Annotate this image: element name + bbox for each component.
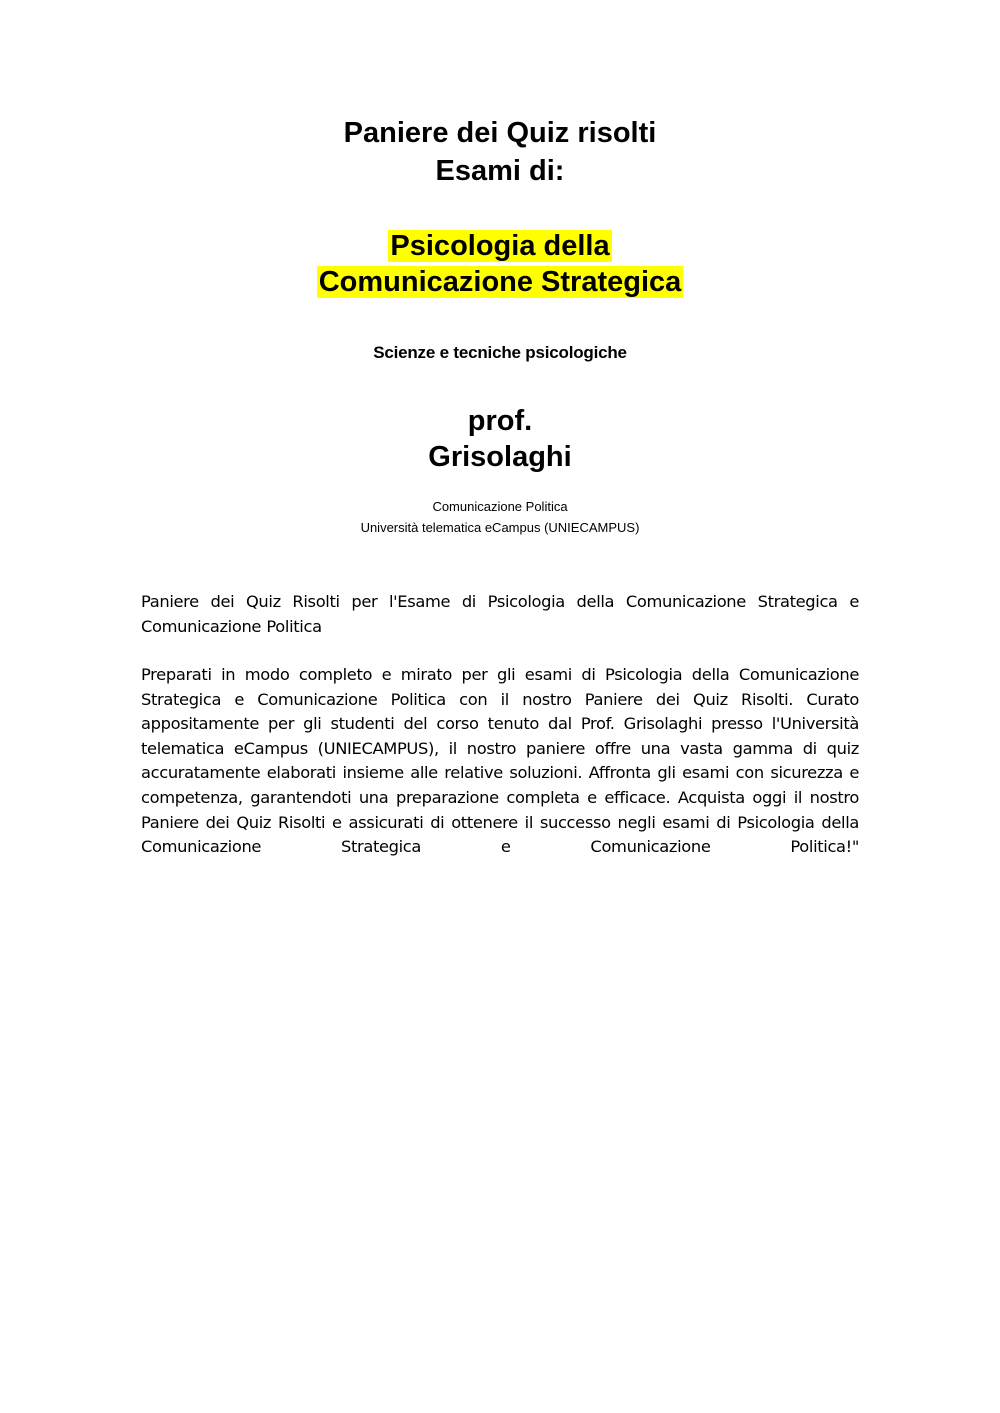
exam-meta [0,496,1000,538]
professor-name [0,403,1000,475]
title-line-2: Esami di: [435,155,565,187]
professor-line-1: prof. [467,405,533,437]
subject-line-1: Psicologia della [390,230,610,262]
university-name: Università telematica eCampus (UNIECAMPUS) [360,520,640,535]
intro-paragraph: Paniere dei Quiz Risolti per l'Esame di Psicologia della Comunicazione Strategica e Comunicazione Politica [141,592,859,636]
subject-line-2: Comunicazione Strategica [318,266,682,298]
subject-title [0,228,1000,300]
subject-line-2-wrapper [0,264,1000,300]
subject-line-1-wrapper [0,228,1000,264]
course-name: Scienze e tecniche psicologiche [373,343,627,362]
exam-name: Comunicazione Politica [432,499,568,514]
professor-line-2: Grisolaghi [428,441,572,473]
document-title [0,114,1000,190]
description-paragraph: Preparati in modo completo e mirato per gli esami di Psicologia della Comunicazione Strategica e Comunicazione Politica con il nostro Paniere dei Quiz Risolti. Curato appositamente per gli studenti del corso tenuto dal Prof. Grisolaghi presso l'Università telematica eCampus (UNIECAMPUS), il nostro paniere offre una vasta gamma di quiz accuratamente elaborati insieme alle relative soluzioni. Affronta gli esami con sicurezza e competenza, garantendoti una preparazione completa e efficace. Acquista oggi il nostro Paniere dei Quiz Risolti e assicurati di ottenere il successo negli esami di Psicologia della Comunicazione Strategica e Comunicazione Politica!" [141,665,859,857]
title-line-1: Paniere dei Quiz risolti [343,117,657,149]
